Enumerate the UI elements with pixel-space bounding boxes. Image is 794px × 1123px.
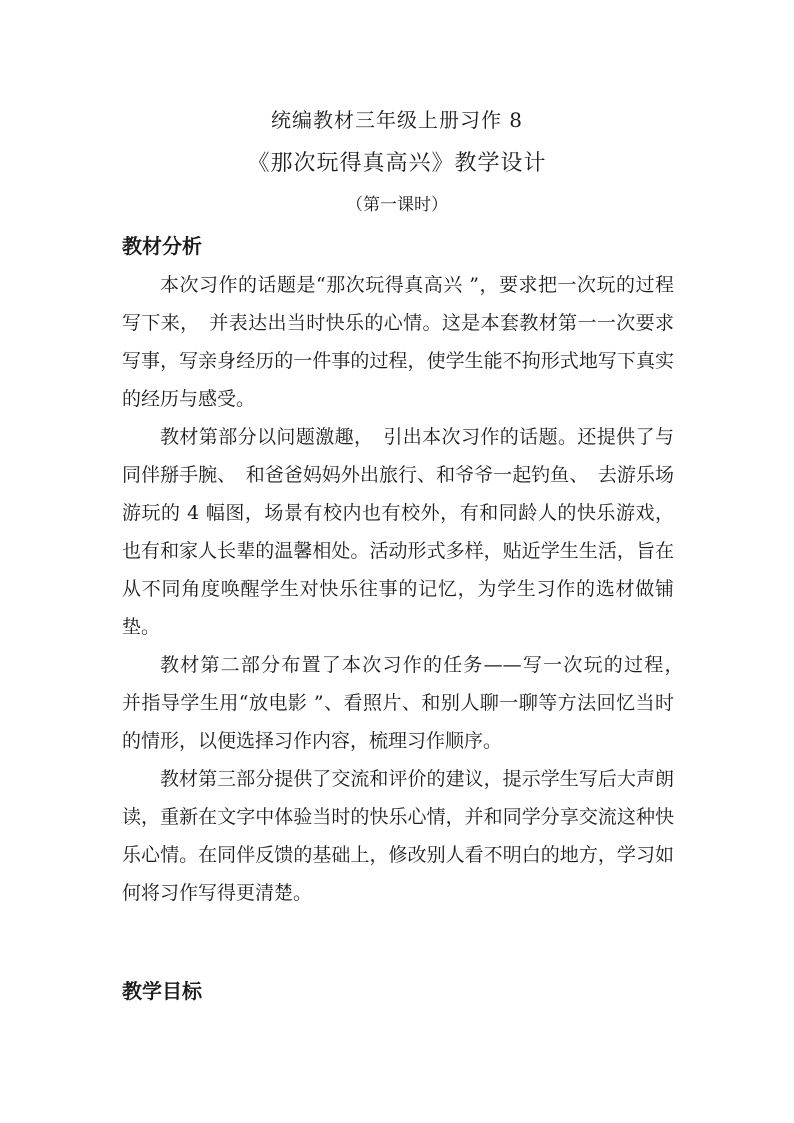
document-title-line-1: 统编教材三年级上册习作 8 xyxy=(270,108,524,132)
section-heading-textbook-analysis: 教材分析 xyxy=(122,234,202,258)
section-heading-teaching-goals: 教学目标 xyxy=(122,979,202,1003)
paragraph: 本次习作的话题是“那次玩得真高兴 ”，要求把一次玩的过程写下来， 并表达出当时快乐的心情。这是本套教材第一一次要求写事，写亲身经历的一件事的过程，使学生能不拘形式地写下真实的经历与感受。 xyxy=(122,274,674,410)
paragraph: 教材第部分以问题激趣， 引出本次习作的话题。还提供了与同伴掰手腕、 和爸爸妈妈外出旅行、和爷爷一起钓鱼、 去游乐场游玩的 4 幅图，场景有校内也有校外，有和同龄人的快乐游戏，也有和家人长辈的温馨相处。活动形式多样，贴近学生生活，旨在从不同角度唤醒学生对快乐往事的记忆，为学生习作的选材做铺垫。 xyxy=(122,426,674,638)
document-title-line-2: 《那次玩得真高兴》教学设计 xyxy=(247,151,547,176)
paragraph: 教材第二部分布置了本次习作的任务——写一次玩的过程， 并指导学生用“放电影 ”、看照片、和别人聊一聊等方法回忆当时的情形，以便选择习作内容，梳理习作顺序。 xyxy=(122,654,694,752)
section-body-textbook-analysis xyxy=(122,266,694,912)
document-subtitle: （第一课时） xyxy=(346,195,448,215)
paragraph: 教材第三部分提供了交流和评价的建议，提示学生写后大声朗读，重新在文字中体验当时的快乐心情，并和同学分享交流这种快乐心情。在同伴反馈的基础上，修改别人看不明白的地方，学习如何将习作写得更清楚。 xyxy=(122,768,674,904)
